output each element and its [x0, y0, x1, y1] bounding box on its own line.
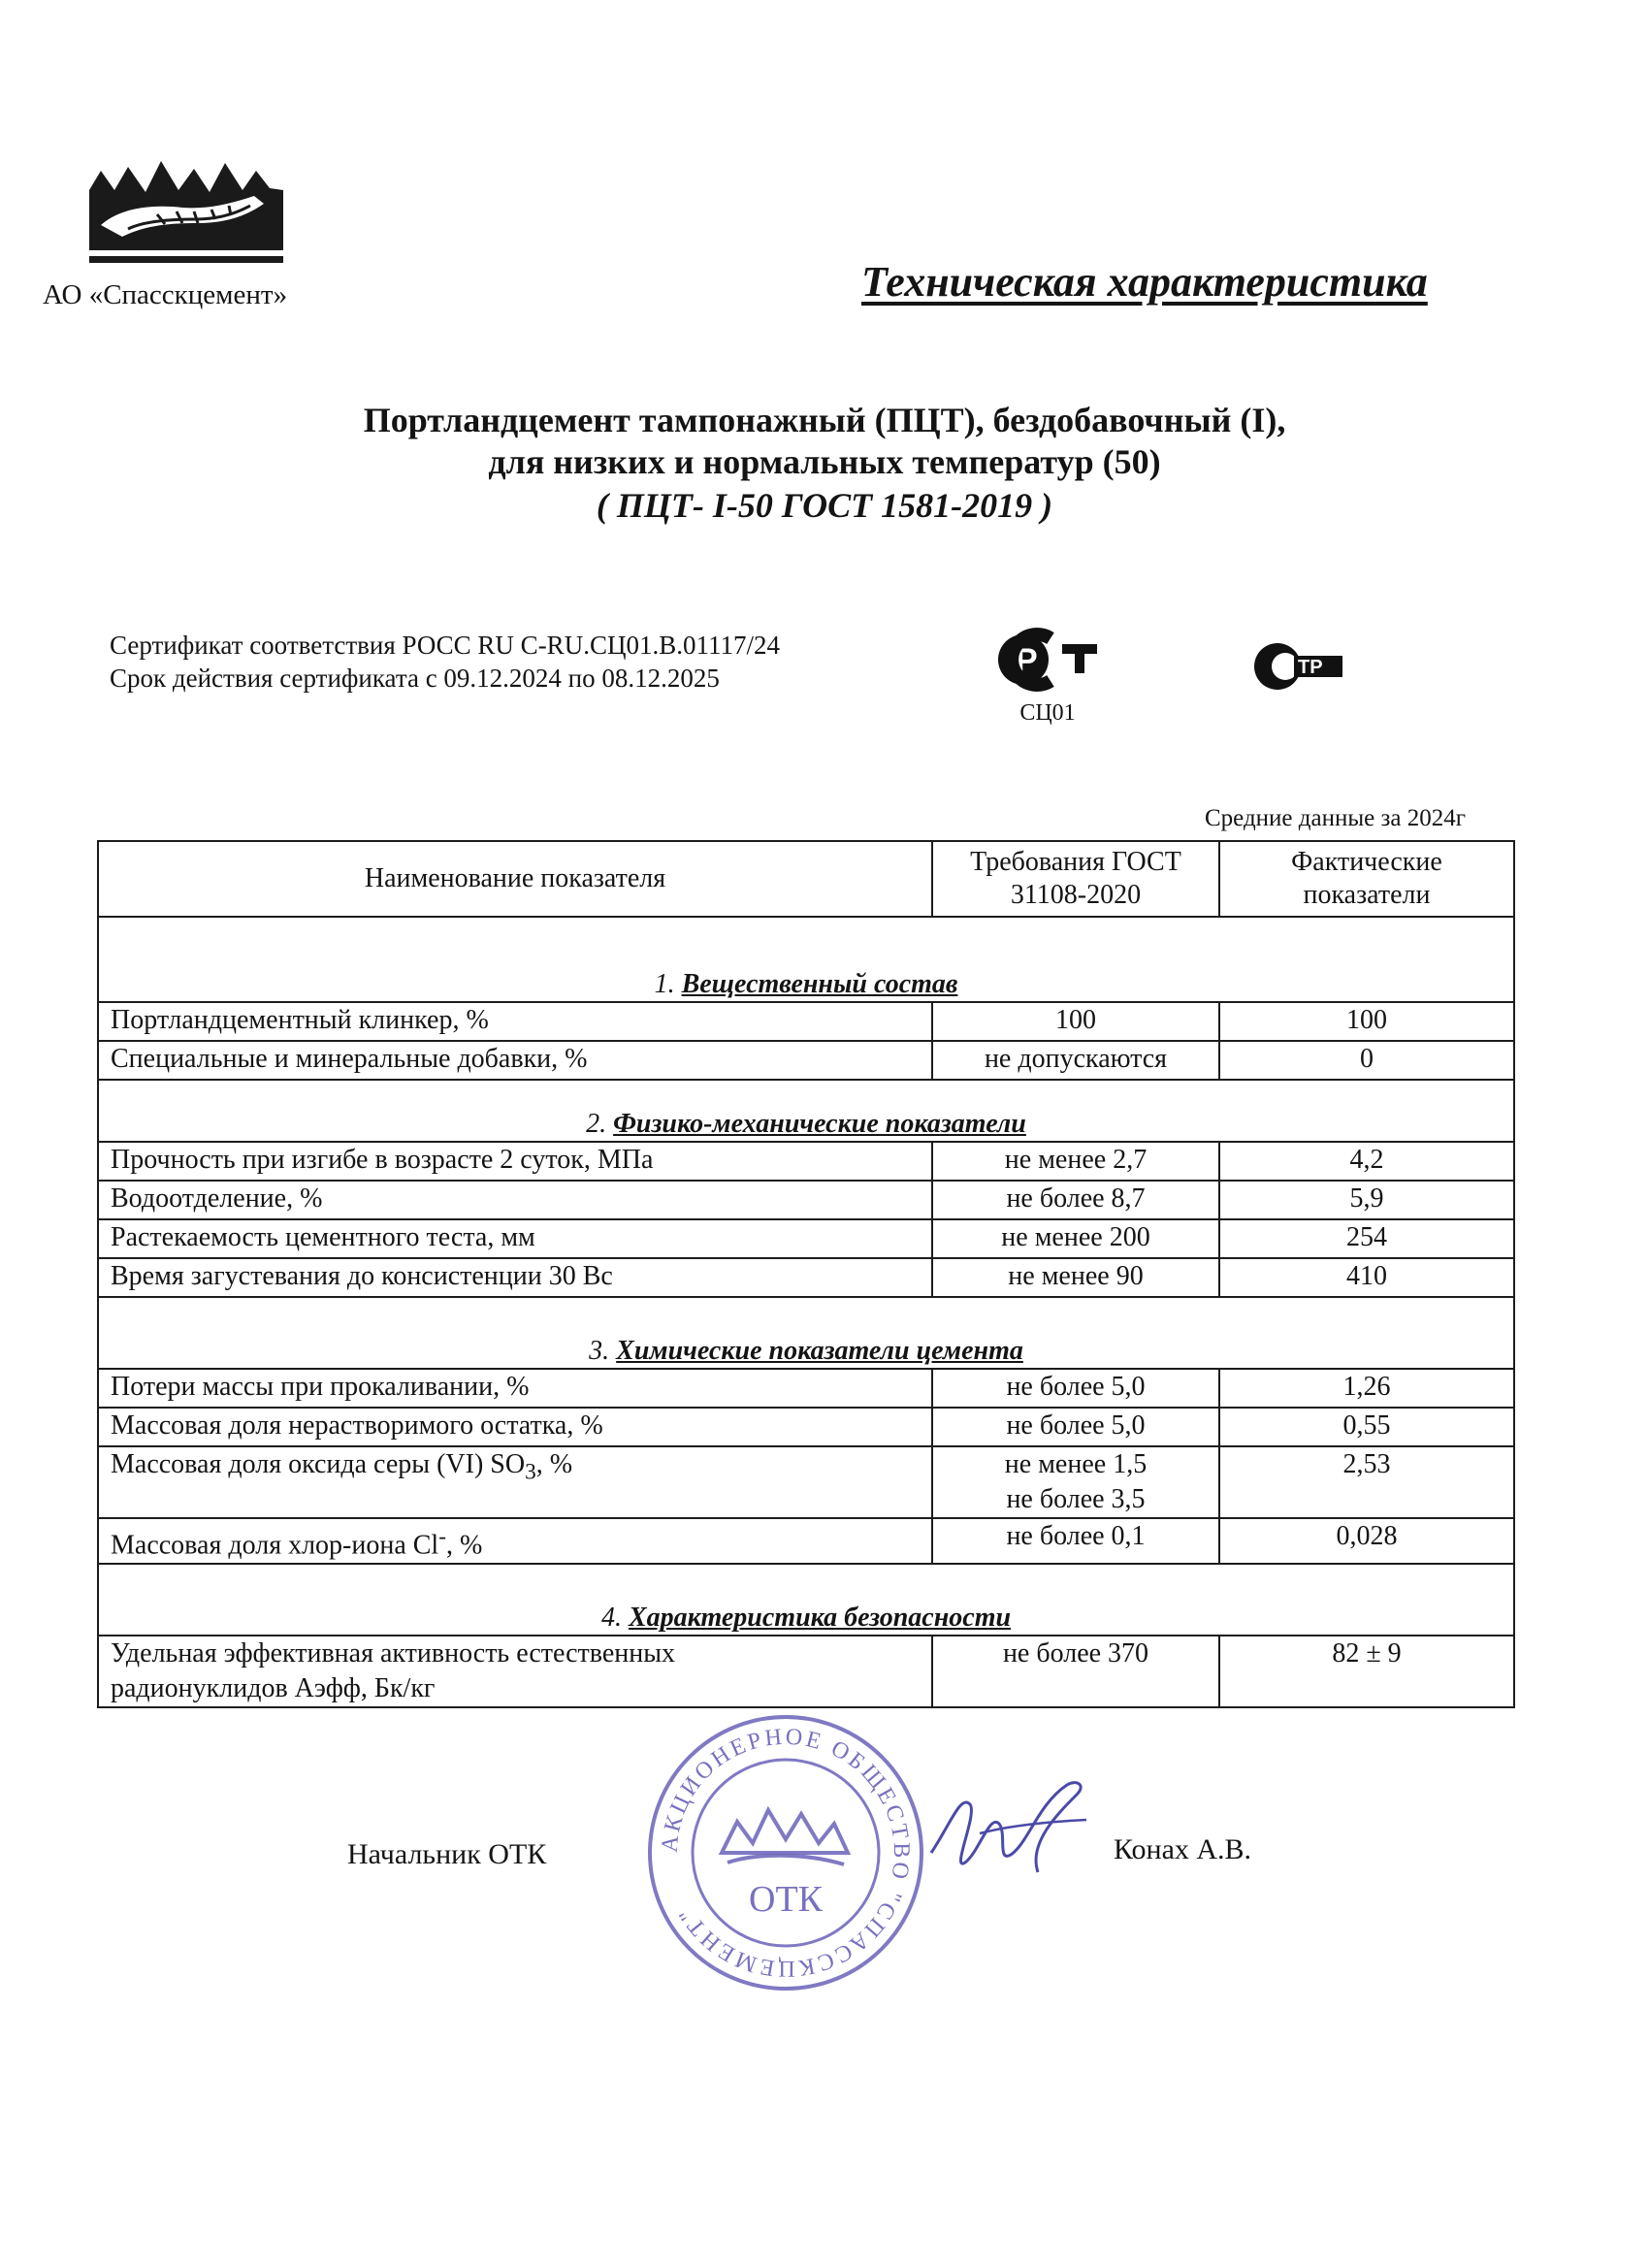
section-title: Характеристика безопасности [628, 1603, 1012, 1634]
certificate-validity: Срок действия сертификата с 09.12.2024 по 08.12.2025 [110, 664, 720, 693]
section-title: Химические показатели цемента [616, 1336, 1023, 1366]
ctr-mark-icon [1251, 640, 1343, 694]
specifications-table [97, 840, 1515, 1708]
table-row: Специальные и минеральные добавки, % не допускаются 0 [98, 1041, 1514, 1080]
header-requirements: Требования ГОСТ 31108-2020 [932, 841, 1219, 917]
stamp-ring-text: АКЦИОНЕРНОЕ ОБЩЕСТВО "СПАССКЦЕМЕНТ" [657, 1724, 915, 1982]
header-name: Наименование показателя [98, 841, 932, 917]
handwritten-signature-icon [922, 1766, 1096, 1892]
table-row: Время загустевания до консистенции 30 Вс не менее 90 410 [98, 1258, 1514, 1297]
table-row: Массовая доля нерастворимого остатка, % не более 5,0 0,55 [98, 1408, 1514, 1446]
section-header: 2. Физико-механические показатели [98, 1080, 1514, 1142]
signer-title: Начальник ОТК [347, 1838, 547, 1870]
product-standard: ( ПЦТ- I-50 ГОСТ 1581-2019 ) [596, 486, 1053, 525]
table-row: Массовая доля оксида серы (VI) $SO_3$, % не менее 1,5 не более 3,5 2,53 [98, 1446, 1514, 1518]
section-header: 3. Химические показатели цемента [98, 1297, 1514, 1369]
mountains-tiger-logo-icon [89, 161, 283, 263]
table-header-row [98, 841, 1514, 917]
section-title: Вещественный состав [681, 969, 958, 999]
table-row: Портландцементный клинкер, % 100 100 [98, 1002, 1514, 1041]
product-title-line-1: Портландцемент тампонажный (ПЦТ), бездобавочный (I), [363, 401, 1286, 439]
certificate-number: Сертификат соответствия РОСС RU С-RU.СЦ01.В.01117/24 [110, 631, 780, 660]
otk-round-stamp-icon [640, 1707, 931, 1998]
section-title: Физико-механические показатели [613, 1109, 1026, 1139]
document-title: Техническая характеристика [861, 258, 1428, 306]
company-name: АО «Спасскцемент» [43, 279, 288, 310]
signer-name: Конах А.В. [1114, 1833, 1252, 1865]
table-row: Массовая доля хлор-иона Cl-, % не более 0,1 0,028 [98, 1518, 1514, 1564]
table-row: Растекаемость цементного теста, мм не менее 200 254 [98, 1219, 1514, 1258]
svg-text:TP: TP [1298, 657, 1323, 678]
product-title-line-2: для низких и нормальных температур (50) [488, 442, 1161, 481]
table-row: Удельная эффективная активность естественных радионуклидов Аэфф, Бк/кг не более 370 82 ± 9 [98, 1636, 1514, 1707]
table-row: Потери массы при прокаливании, % не более 5,0 1,26 [98, 1369, 1514, 1408]
section-header: 1. Вещественный состав [98, 917, 1514, 1002]
table-row: Водоотделение, % не более 8,7 5,9 [98, 1181, 1514, 1219]
certification-body-code: СЦ01 [1019, 700, 1076, 726]
rst-mark-icon [994, 625, 1103, 695]
section-header: 4. Характеристика безопасности [98, 1564, 1514, 1636]
table-row: Прочность при изгибе в возрасте 2 суток, МПа не менее 2,7 4,2 [98, 1142, 1514, 1181]
svg-text:P: P [1016, 642, 1038, 679]
averages-note: Средние данные за 2024г [1205, 805, 1466, 831]
header-actual: Фактические показатели [1219, 841, 1514, 917]
stamp-center-text: ОТК [749, 1879, 823, 1920]
